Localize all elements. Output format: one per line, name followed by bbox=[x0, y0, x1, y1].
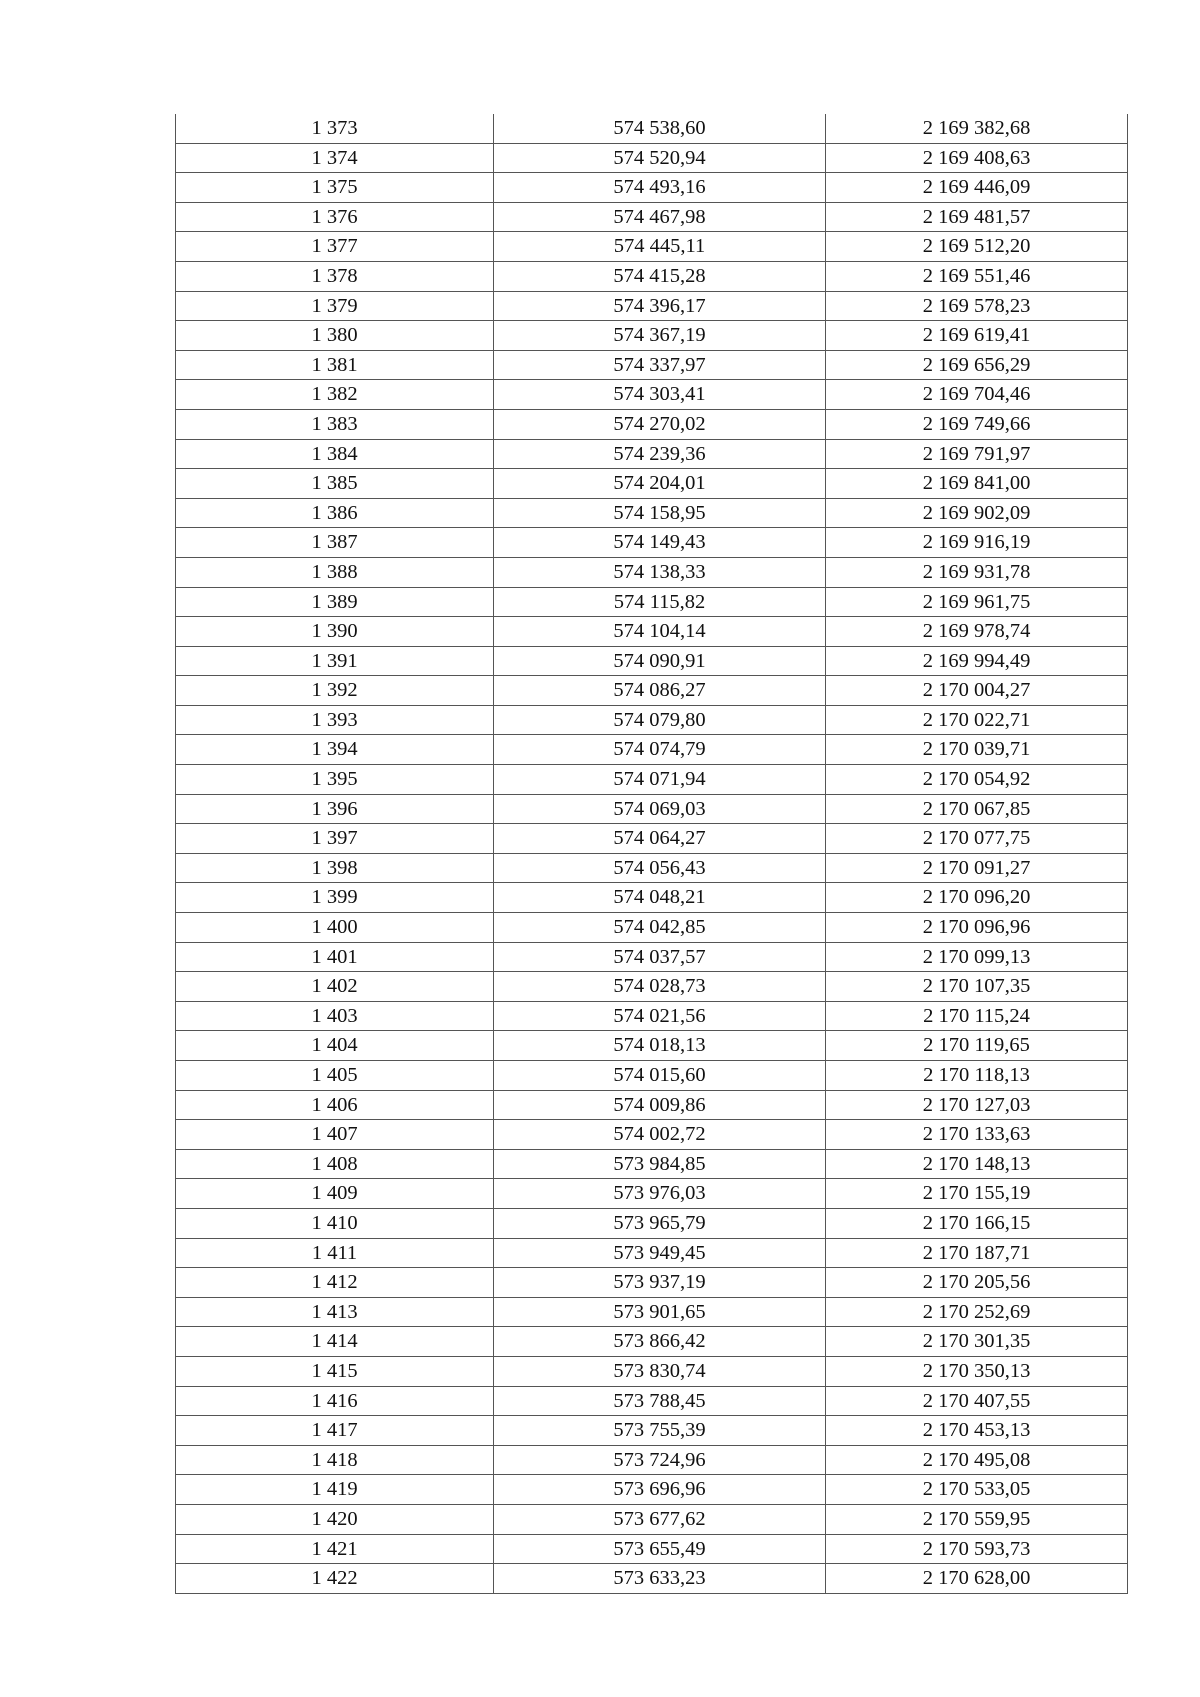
point-number-cell: 1 386 bbox=[176, 498, 494, 528]
y-coordinate-cell: 2 170 107,35 bbox=[826, 972, 1128, 1002]
y-coordinate-cell: 2 169 902,09 bbox=[826, 498, 1128, 528]
table-row bbox=[176, 291, 1128, 321]
y-coordinate-cell: 2 170 054,92 bbox=[826, 765, 1128, 795]
point-number-cell: 1 408 bbox=[176, 1149, 494, 1179]
x-coordinate-cell: 574 303,41 bbox=[494, 380, 826, 410]
x-coordinate-cell: 573 949,45 bbox=[494, 1238, 826, 1268]
table-row bbox=[176, 587, 1128, 617]
x-coordinate-cell: 574 018,13 bbox=[494, 1031, 826, 1061]
point-number-cell: 1 421 bbox=[176, 1534, 494, 1564]
x-coordinate-cell: 573 937,19 bbox=[494, 1268, 826, 1298]
y-coordinate-cell: 2 170 495,08 bbox=[826, 1445, 1128, 1475]
table-row bbox=[176, 646, 1128, 676]
point-number-cell: 1 391 bbox=[176, 646, 494, 676]
y-coordinate-cell: 2 170 119,65 bbox=[826, 1031, 1128, 1061]
table-row bbox=[176, 173, 1128, 203]
table-row bbox=[176, 321, 1128, 351]
x-coordinate-cell: 574 115,82 bbox=[494, 587, 826, 617]
table-row bbox=[176, 469, 1128, 499]
table-row bbox=[176, 735, 1128, 765]
y-coordinate-cell: 2 170 301,35 bbox=[826, 1327, 1128, 1357]
table-row bbox=[176, 617, 1128, 647]
point-number-cell: 1 420 bbox=[176, 1504, 494, 1534]
y-coordinate-cell: 2 170 533,05 bbox=[826, 1475, 1128, 1505]
y-coordinate-cell: 2 170 593,73 bbox=[826, 1534, 1128, 1564]
table-row bbox=[176, 1061, 1128, 1091]
table-row bbox=[176, 409, 1128, 439]
x-coordinate-cell: 574 415,28 bbox=[494, 261, 826, 291]
point-number-cell: 1 385 bbox=[176, 469, 494, 499]
point-number-cell: 1 388 bbox=[176, 557, 494, 587]
x-coordinate-cell: 574 074,79 bbox=[494, 735, 826, 765]
x-coordinate-cell: 574 493,16 bbox=[494, 173, 826, 203]
table-row bbox=[176, 883, 1128, 913]
x-coordinate-cell: 574 069,03 bbox=[494, 794, 826, 824]
x-coordinate-cell: 573 866,42 bbox=[494, 1327, 826, 1357]
y-coordinate-cell: 2 170 077,75 bbox=[826, 824, 1128, 854]
y-coordinate-cell: 2 170 127,03 bbox=[826, 1090, 1128, 1120]
x-coordinate-cell: 573 755,39 bbox=[494, 1416, 826, 1446]
y-coordinate-cell: 2 169 791,97 bbox=[826, 439, 1128, 469]
x-coordinate-cell: 574 445,11 bbox=[494, 232, 826, 262]
y-coordinate-cell: 2 169 446,09 bbox=[826, 173, 1128, 203]
x-coordinate-cell: 574 037,57 bbox=[494, 942, 826, 972]
x-coordinate-cell: 574 090,91 bbox=[494, 646, 826, 676]
point-number-cell: 1 382 bbox=[176, 380, 494, 410]
y-coordinate-cell: 2 169 619,41 bbox=[826, 321, 1128, 351]
x-coordinate-cell: 573 633,23 bbox=[494, 1564, 826, 1594]
coordinates-table-body bbox=[176, 114, 1128, 1593]
point-number-cell: 1 406 bbox=[176, 1090, 494, 1120]
x-coordinate-cell: 574 104,14 bbox=[494, 617, 826, 647]
table-row bbox=[176, 350, 1128, 380]
y-coordinate-cell: 2 170 022,71 bbox=[826, 705, 1128, 735]
table-row bbox=[176, 794, 1128, 824]
point-number-cell: 1 397 bbox=[176, 824, 494, 854]
y-coordinate-cell: 2 169 408,63 bbox=[826, 143, 1128, 173]
point-number-cell: 1 389 bbox=[176, 587, 494, 617]
x-coordinate-cell: 574 337,97 bbox=[494, 350, 826, 380]
x-coordinate-cell: 574 467,98 bbox=[494, 202, 826, 232]
table-row bbox=[176, 972, 1128, 1002]
table-row bbox=[176, 1534, 1128, 1564]
y-coordinate-cell: 2 169 978,74 bbox=[826, 617, 1128, 647]
x-coordinate-cell: 573 677,62 bbox=[494, 1504, 826, 1534]
y-coordinate-cell: 2 169 578,23 bbox=[826, 291, 1128, 321]
point-number-cell: 1 403 bbox=[176, 1001, 494, 1031]
x-coordinate-cell: 574 042,85 bbox=[494, 913, 826, 943]
y-coordinate-cell: 2 169 749,66 bbox=[826, 409, 1128, 439]
y-coordinate-cell: 2 170 133,63 bbox=[826, 1120, 1128, 1150]
x-coordinate-cell: 574 028,73 bbox=[494, 972, 826, 1002]
y-coordinate-cell: 2 170 559,95 bbox=[826, 1504, 1128, 1534]
table-row bbox=[176, 1445, 1128, 1475]
point-number-cell: 1 381 bbox=[176, 350, 494, 380]
table-row bbox=[176, 528, 1128, 558]
x-coordinate-cell: 574 021,56 bbox=[494, 1001, 826, 1031]
x-coordinate-cell: 574 158,95 bbox=[494, 498, 826, 528]
y-coordinate-cell: 2 170 096,96 bbox=[826, 913, 1128, 943]
table-row bbox=[176, 439, 1128, 469]
x-coordinate-cell: 574 204,01 bbox=[494, 469, 826, 499]
x-coordinate-cell: 574 048,21 bbox=[494, 883, 826, 913]
table-row bbox=[176, 913, 1128, 943]
point-number-cell: 1 412 bbox=[176, 1268, 494, 1298]
y-coordinate-cell: 2 170 118,13 bbox=[826, 1061, 1128, 1091]
y-coordinate-cell: 2 170 628,00 bbox=[826, 1564, 1128, 1594]
point-number-cell: 1 402 bbox=[176, 972, 494, 1002]
x-coordinate-cell: 574 239,36 bbox=[494, 439, 826, 469]
table-row bbox=[176, 1238, 1128, 1268]
x-coordinate-cell: 574 002,72 bbox=[494, 1120, 826, 1150]
point-number-cell: 1 393 bbox=[176, 705, 494, 735]
x-coordinate-cell: 574 396,17 bbox=[494, 291, 826, 321]
table-row bbox=[176, 1564, 1128, 1594]
x-coordinate-cell: 573 696,96 bbox=[494, 1475, 826, 1505]
x-coordinate-cell: 573 976,03 bbox=[494, 1179, 826, 1209]
y-coordinate-cell: 2 169 841,00 bbox=[826, 469, 1128, 499]
table-row bbox=[176, 1327, 1128, 1357]
point-number-cell: 1 398 bbox=[176, 853, 494, 883]
x-coordinate-cell: 574 015,60 bbox=[494, 1061, 826, 1091]
table-row bbox=[176, 380, 1128, 410]
table-row bbox=[176, 232, 1128, 262]
x-coordinate-cell: 574 071,94 bbox=[494, 765, 826, 795]
point-number-cell: 1 396 bbox=[176, 794, 494, 824]
x-coordinate-cell: 574 520,94 bbox=[494, 143, 826, 173]
x-coordinate-cell: 574 009,86 bbox=[494, 1090, 826, 1120]
point-number-cell: 1 409 bbox=[176, 1179, 494, 1209]
y-coordinate-cell: 2 169 656,29 bbox=[826, 350, 1128, 380]
point-number-cell: 1 419 bbox=[176, 1475, 494, 1505]
point-number-cell: 1 416 bbox=[176, 1386, 494, 1416]
table-row bbox=[176, 1475, 1128, 1505]
x-coordinate-cell: 573 984,85 bbox=[494, 1149, 826, 1179]
point-number-cell: 1 387 bbox=[176, 528, 494, 558]
y-coordinate-cell: 2 169 994,49 bbox=[826, 646, 1128, 676]
table-row bbox=[176, 114, 1128, 143]
point-number-cell: 1 374 bbox=[176, 143, 494, 173]
point-number-cell: 1 404 bbox=[176, 1031, 494, 1061]
x-coordinate-cell: 574 538,60 bbox=[494, 114, 826, 143]
table-row bbox=[176, 143, 1128, 173]
y-coordinate-cell: 2 169 512,20 bbox=[826, 232, 1128, 262]
point-number-cell: 1 379 bbox=[176, 291, 494, 321]
point-number-cell: 1 415 bbox=[176, 1356, 494, 1386]
point-number-cell: 1 413 bbox=[176, 1297, 494, 1327]
y-coordinate-cell: 2 169 382,68 bbox=[826, 114, 1128, 143]
table-row bbox=[176, 1001, 1128, 1031]
point-number-cell: 1 377 bbox=[176, 232, 494, 262]
point-number-cell: 1 375 bbox=[176, 173, 494, 203]
x-coordinate-cell: 574 079,80 bbox=[494, 705, 826, 735]
y-coordinate-cell: 2 170 155,19 bbox=[826, 1179, 1128, 1209]
point-number-cell: 1 407 bbox=[176, 1120, 494, 1150]
point-number-cell: 1 395 bbox=[176, 765, 494, 795]
y-coordinate-cell: 2 170 148,13 bbox=[826, 1149, 1128, 1179]
y-coordinate-cell: 2 169 961,75 bbox=[826, 587, 1128, 617]
y-coordinate-cell: 2 169 931,78 bbox=[826, 557, 1128, 587]
x-coordinate-cell: 574 138,33 bbox=[494, 557, 826, 587]
y-coordinate-cell: 2 170 407,55 bbox=[826, 1386, 1128, 1416]
table-row bbox=[176, 1268, 1128, 1298]
y-coordinate-cell: 2 170 115,24 bbox=[826, 1001, 1128, 1031]
y-coordinate-cell: 2 170 067,85 bbox=[826, 794, 1128, 824]
y-coordinate-cell: 2 170 205,56 bbox=[826, 1268, 1128, 1298]
point-number-cell: 1 394 bbox=[176, 735, 494, 765]
table-row bbox=[176, 1208, 1128, 1238]
y-coordinate-cell: 2 170 099,13 bbox=[826, 942, 1128, 972]
x-coordinate-cell: 573 901,65 bbox=[494, 1297, 826, 1327]
y-coordinate-cell: 2 170 091,27 bbox=[826, 853, 1128, 883]
point-number-cell: 1 422 bbox=[176, 1564, 494, 1594]
y-coordinate-cell: 2 170 096,20 bbox=[826, 883, 1128, 913]
point-number-cell: 1 418 bbox=[176, 1445, 494, 1475]
x-coordinate-cell: 573 724,96 bbox=[494, 1445, 826, 1475]
table-row bbox=[176, 1120, 1128, 1150]
y-coordinate-cell: 2 170 453,13 bbox=[826, 1416, 1128, 1446]
table-row bbox=[176, 1297, 1128, 1327]
table-row bbox=[176, 498, 1128, 528]
table-row bbox=[176, 1031, 1128, 1061]
x-coordinate-cell: 574 367,19 bbox=[494, 321, 826, 351]
table-row bbox=[176, 1356, 1128, 1386]
point-number-cell: 1 414 bbox=[176, 1327, 494, 1357]
point-number-cell: 1 399 bbox=[176, 883, 494, 913]
x-coordinate-cell: 573 830,74 bbox=[494, 1356, 826, 1386]
point-number-cell: 1 401 bbox=[176, 942, 494, 972]
point-number-cell: 1 390 bbox=[176, 617, 494, 647]
point-number-cell: 1 411 bbox=[176, 1238, 494, 1268]
x-coordinate-cell: 574 086,27 bbox=[494, 676, 826, 706]
y-coordinate-cell: 2 170 039,71 bbox=[826, 735, 1128, 765]
y-coordinate-cell: 2 170 004,27 bbox=[826, 676, 1128, 706]
table-row bbox=[176, 705, 1128, 735]
point-number-cell: 1 410 bbox=[176, 1208, 494, 1238]
table-row bbox=[176, 1179, 1128, 1209]
point-number-cell: 1 383 bbox=[176, 409, 494, 439]
table-row bbox=[176, 1416, 1128, 1446]
point-number-cell: 1 373 bbox=[176, 114, 494, 143]
x-coordinate-cell: 574 064,27 bbox=[494, 824, 826, 854]
y-coordinate-cell: 2 169 481,57 bbox=[826, 202, 1128, 232]
x-coordinate-cell: 574 056,43 bbox=[494, 853, 826, 883]
point-number-cell: 1 400 bbox=[176, 913, 494, 943]
table-row bbox=[176, 1386, 1128, 1416]
point-number-cell: 1 417 bbox=[176, 1416, 494, 1446]
x-coordinate-cell: 573 965,79 bbox=[494, 1208, 826, 1238]
point-number-cell: 1 380 bbox=[176, 321, 494, 351]
table-row bbox=[176, 1504, 1128, 1534]
y-coordinate-cell: 2 170 187,71 bbox=[826, 1238, 1128, 1268]
y-coordinate-cell: 2 170 166,15 bbox=[826, 1208, 1128, 1238]
table-row bbox=[176, 942, 1128, 972]
table-row bbox=[176, 261, 1128, 291]
y-coordinate-cell: 2 169 551,46 bbox=[826, 261, 1128, 291]
point-number-cell: 1 392 bbox=[176, 676, 494, 706]
table-row bbox=[176, 824, 1128, 854]
y-coordinate-cell: 2 170 252,69 bbox=[826, 1297, 1128, 1327]
y-coordinate-cell: 2 170 350,13 bbox=[826, 1356, 1128, 1386]
x-coordinate-cell: 574 270,02 bbox=[494, 409, 826, 439]
table-row bbox=[176, 853, 1128, 883]
y-coordinate-cell: 2 169 916,19 bbox=[826, 528, 1128, 558]
table-row bbox=[176, 765, 1128, 795]
table-row bbox=[176, 1149, 1128, 1179]
coordinates-table bbox=[175, 114, 1128, 1594]
x-coordinate-cell: 573 788,45 bbox=[494, 1386, 826, 1416]
point-number-cell: 1 384 bbox=[176, 439, 494, 469]
x-coordinate-cell: 574 149,43 bbox=[494, 528, 826, 558]
table-row bbox=[176, 1090, 1128, 1120]
point-number-cell: 1 405 bbox=[176, 1061, 494, 1091]
point-number-cell: 1 378 bbox=[176, 261, 494, 291]
table-row bbox=[176, 202, 1128, 232]
table-row bbox=[176, 676, 1128, 706]
table-row bbox=[176, 557, 1128, 587]
point-number-cell: 1 376 bbox=[176, 202, 494, 232]
y-coordinate-cell: 2 169 704,46 bbox=[826, 380, 1128, 410]
x-coordinate-cell: 573 655,49 bbox=[494, 1534, 826, 1564]
